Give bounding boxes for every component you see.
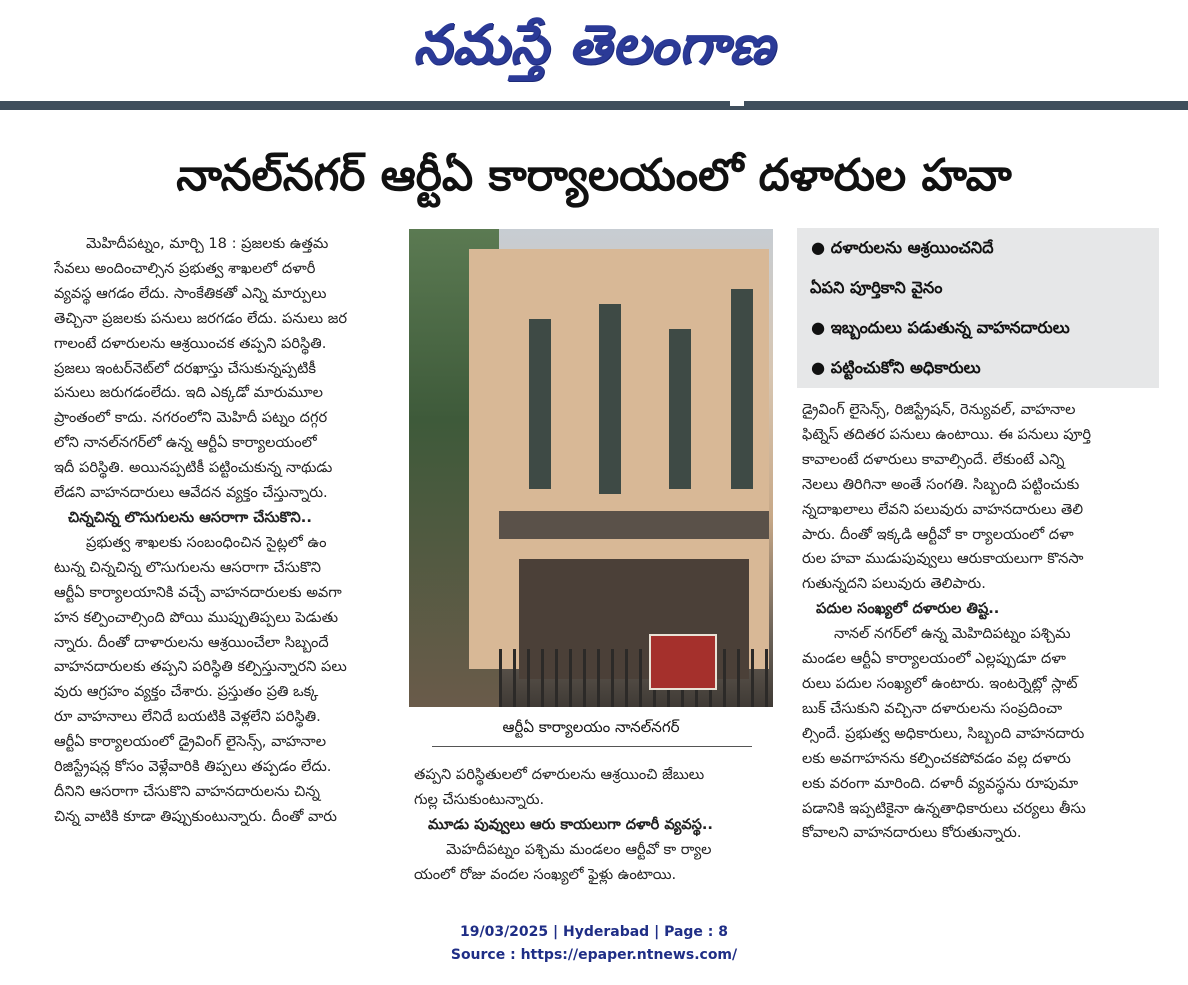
masthead-notch: [730, 100, 744, 106]
text-line: వురు ఆగ్రహం వ్యక్తం చేశారు. ప్రస్తుతం ప్రతి ఒక్క: [54, 683, 319, 701]
footer-source: Source : https://epaper.ntnews.com/: [450, 947, 738, 963]
article-column-right: [802, 398, 1148, 898]
text-line: ప్రజలు ఇంటర్‌నెట్‌లో దరఖాస్తు చేసుకున్నప్పటికీ: [54, 359, 316, 377]
text-line: బుక్ చేసుకుని వచ్చినా దళారులను సంప్రదించా: [802, 699, 1063, 717]
middle-lines-2: [414, 838, 774, 888]
caption-divider: [432, 746, 752, 747]
text-line: న్నదాఖలాలు లేవని పలువురు వాహనదారులు తెలి: [802, 500, 1084, 518]
photo-caption: ఆర్టీఏ కార్యాలయం నానల్‌నగర్: [502, 718, 680, 736]
masthead-divider: [0, 101, 1188, 110]
text-line: వాహనదారులకు తప్పని పరిస్థితి కల్పిస్తున్నారని పలు: [54, 658, 347, 676]
text-line: నానల్ నగర్‌లో ఉన్న మెహిదిపట్నం పశ్చిమ: [834, 625, 1071, 643]
highlight-item: ● దళారులను ఆశ్రయించనిదే: [811, 238, 994, 257]
left-lines-2: [54, 531, 396, 830]
page-footer: [0, 921, 1188, 967]
text-line: గాలంటే దళారులను ఆశ్రయించక తప్పని పరిస్థితి.: [54, 334, 327, 352]
right-lines-1: [802, 398, 1148, 597]
left-subheading: చిన్నచిన్న లొసుగులను ఆసరాగా చేసుకొని..: [68, 508, 312, 526]
highlight-item: ఏపని పూర్తికాని వైనం: [810, 278, 943, 297]
text-line: రులు పదుల సంఖ్యలో ఉంటారు. ఇంటర్నెట్లో స్లాట్: [802, 674, 1078, 692]
text-line: ఇదీ పరిస్థితి. అయినప్పటికీ పట్టించుకున్న నాథుడు: [54, 459, 333, 477]
text-line: గుల్ల చేసుకుంటున్నారు.: [414, 790, 545, 808]
text-line: న్నారు. దీంతో దాళారులను ఆశ్రయించేలా సిబ్బందే: [54, 633, 329, 651]
highlight-item: ● పట్టించుకోని అధికారులు: [811, 358, 981, 377]
text-line: డ్రైవింగ్ లైసెన్స్, రిజిస్ట్రేషన్, రెన్యువల్, వాహనాల: [802, 401, 1076, 418]
text-line: నెలలు తిరిగినా అంతే సంగతి. సిబ్బంది పట్టించుకు: [802, 475, 1080, 493]
text-line: ప్రభుత్వ శాఖలకు సంబంధించిన సైట్లలో ఉం: [86, 533, 327, 551]
text-line: వ్యవస్థ ఆగడం లేదు. సాంకేతికతో ఎన్ని మార్పులు: [54, 284, 327, 302]
text-line: రూ వాహనాలు లేనిదే బయటికి వెళ్లలేని పరిస్థితి.: [54, 708, 321, 726]
text-line: సేవలు అందించాల్సిన ప్రభుత్వ శాఖలలో దళారీ: [54, 259, 316, 277]
text-line: పడానికి ఇప్పటికైనా ఉన్నతాధికారులు చర్యలు తీసు: [802, 799, 1086, 817]
newspaper-logo: నమస్తే తెలంగాణ: [413, 13, 775, 76]
text-line: రిజిస్ట్రేషన్ల కోసం వెళ్లేవారికి తిప్పలు తప్పడం లేదు.: [54, 758, 332, 776]
text-line: ల్సిందే. ప్రభుత్వ అధికారులు, సిబ్బంది వాహనదారు: [802, 724, 1085, 742]
text-line: లోని నానల్‌నగర్‌లో ఉన్న ఆర్టీఏ కార్యాలయంలో: [54, 434, 317, 452]
text-line: తెచ్చినా ప్రజలకు పనులు జరగడం లేదు. పనులు జర: [54, 309, 348, 327]
text-line: పారు. దీంతో ఇక్కడి ఆర్టీవో కా ర్యాలయంలో దళా: [802, 525, 1074, 543]
highlights-box: [797, 228, 1159, 388]
text-line: తప్పని పరిస్థితులలో దళారులను ఆశ్రయించి జేబులు: [414, 766, 705, 783]
text-line: లేడని వాహనదారులు ఆవేదన వ్యక్తం చేస్తున్నారు.: [54, 484, 328, 502]
middle-subheading: మూడు పువ్వులు ఆరు కాయలుగా దళారీ వ్యవస్థ..: [428, 815, 713, 833]
article-photo: [409, 229, 773, 707]
photo-railing: [499, 649, 769, 707]
text-line: ఫిట్నెస్ తదితర పనులు ఉంటాయి. ఈ పనులు పూర్తి: [802, 425, 1091, 443]
text-line: మెహిదీపట్నం, మార్చి 18 : ప్రజలకు ఉత్తమ: [86, 235, 329, 252]
text-line: మండల ఆర్టీఏ కార్యాలయంలో ఎల్లప్పుడూ దళా: [802, 650, 1066, 668]
article-column-left: [54, 232, 396, 892]
text-line: మెహదీపట్నం పశ్చిమ మండలం ఆర్టీవో కా ర్యాల: [446, 840, 712, 858]
text-line: లకు అవగాహనను కల్పించకపోవడం వల్ల దళారు: [802, 749, 1071, 767]
article-column-middle: [414, 763, 774, 893]
text-line: గుతున్నదని పలువురు తెలిపారు.: [802, 575, 986, 593]
photo-office-signboard: [499, 511, 769, 539]
text-line: ఆర్టీఏ కార్యాలయానికి వచ్చే వాహనదారులకు అవగా: [54, 583, 342, 601]
text-line: టున్న చిన్నచిన్న లొసుగులను ఆసరాగా చేసుకొని: [54, 558, 322, 576]
text-line: పనులు జరుగడంలేదు. ఇది ఎక్కడో మారుమూల: [54, 384, 323, 402]
article-headline: నానల్‌నగర్ ఆర్టీఏ కార్యాలయంలో దళారుల హవా: [176, 150, 1012, 201]
text-line: కోవాలని వాహనదారులు కోరుతున్నారు.: [802, 824, 1022, 842]
text-line: దీనిని ఆసరాగా చేసుకొని వాహనదారులను చిన్న: [54, 782, 320, 800]
masthead: [0, 0, 1188, 100]
text-line: యంలో రోజు వందల సంఖ్యలో ఫైళ్లు ఉంటాయి.: [414, 865, 677, 883]
text-line: చిన్న వాటికి కూడా తిప్పుకుంటున్నారు. దీంతో వారు: [54, 807, 337, 825]
text-line: ప్రాంతంలో కాదు. నగరంలోని మెహిదీ పట్నం దగ్గర: [54, 409, 328, 427]
left-lines-1: [54, 232, 396, 506]
text-line: హన కల్పించాల్సింది పోయి ముప్పుతిప్పలు పెడుతు: [54, 608, 338, 626]
text-line: లకు వరంగా మారింది. దళారీ వ్యవస్థను రూపుమా: [802, 774, 1079, 792]
text-line: ఆర్టీఏ కార్యాలయంలో డ్రైవింగ్ లైసెన్స్, వాహనాల: [54, 733, 327, 751]
middle-lines-1: [414, 763, 774, 813]
footer-date-edition: 19/03/2025 | Hyderabad | Page : 8: [459, 924, 729, 940]
text-line: రుల హవా ముడుపువ్వులు ఆరుకాయలుగా కొనసా: [802, 550, 1084, 568]
highlight-item: ● ఇబ్బందులు పడుతున్న వాహనదారులు: [811, 318, 1070, 337]
right-lines-2: [802, 622, 1148, 846]
photo-xerox-sign: [649, 634, 717, 690]
right-subheading: పదుల సంఖ్యలో దళారుల తిష్ట..: [816, 600, 1000, 618]
text-line: కావాలంటే దళారులు కావాల్సిందే. లేకుంటే ఎన్ని: [802, 450, 1065, 468]
